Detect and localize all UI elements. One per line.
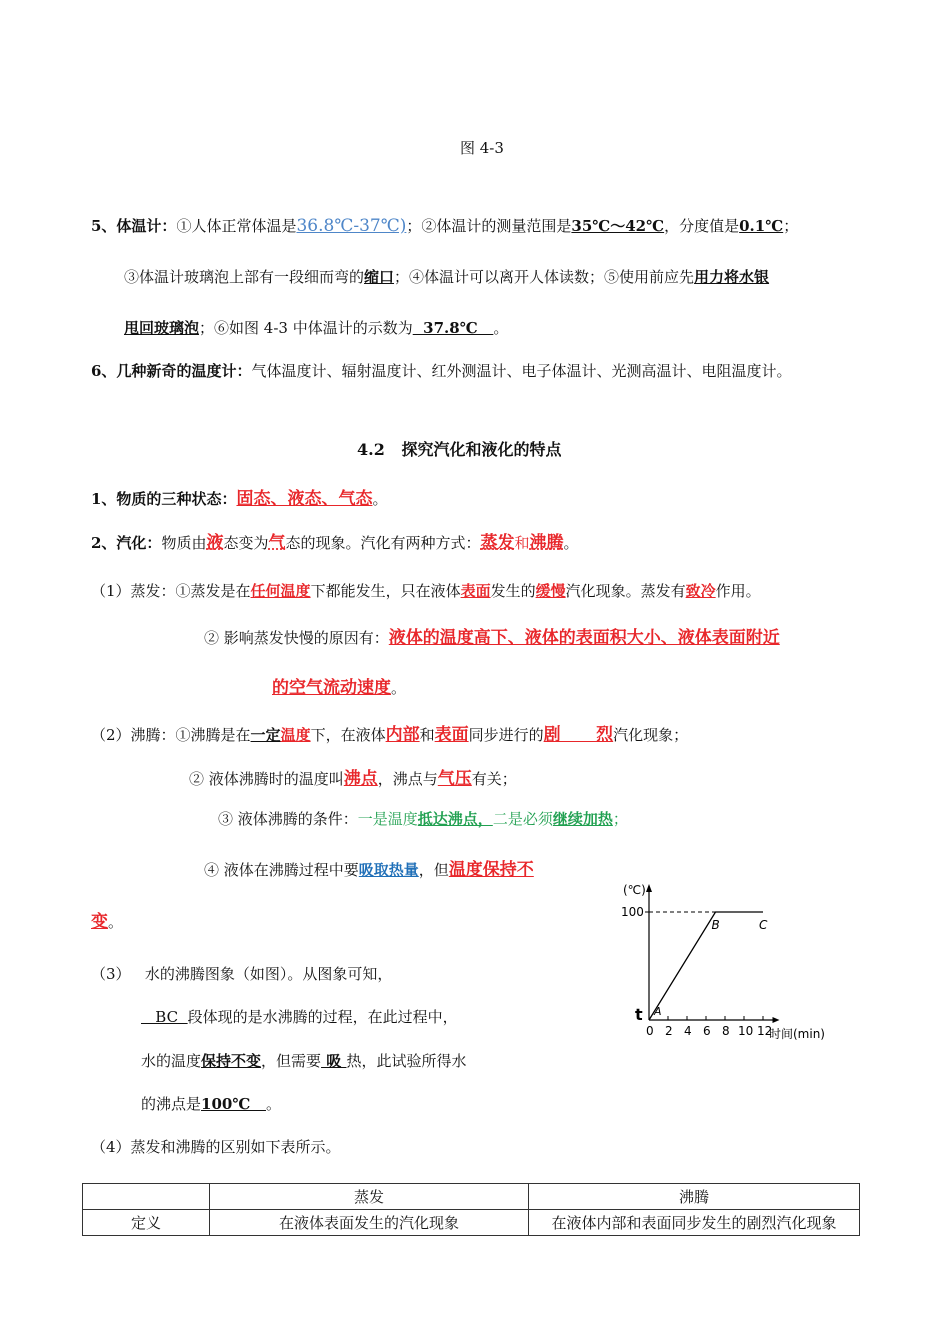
normal-temp-value: 36.8℃-37℃) [296,216,407,236]
evap-l1e: 发生的 [490,582,536,600]
x-tick-label: 12 [757,1024,773,1038]
point-label-c: C [759,918,768,932]
shake-answer-part1: 用力将水银 [694,268,770,286]
graph-q-l2b: 段体现的是水沸腾的过程，在此过程中， [187,1008,458,1026]
constriction-answer: 缩口 [364,268,395,286]
certain-answer: 一定 [250,726,281,744]
item6-title: 6、几种新奇的温度计： [91,362,252,380]
item6 [91,360,791,381]
graph-q-line3 [141,1050,467,1071]
slow-answer: 缓慢 [535,582,566,600]
absorb-answer: 吸 [321,1052,347,1070]
table-header-cell [83,1184,210,1210]
boil-l4a: ④ 液体在沸腾过程中要 [204,861,359,879]
graph-q-l3c: ，但需要 [261,1052,322,1070]
x-tick-label: 10 [738,1024,754,1038]
graph-q-l3a: 水的温度 [141,1052,202,1070]
vap-a: 物质由 [161,534,207,552]
point-label-a: A [654,1005,662,1018]
boiling-chart [615,880,855,1060]
shake-answer-part2: 甩回玻璃泡 [124,319,200,337]
origin-label: t [635,1005,643,1024]
boil-line2 [189,764,517,789]
boil-l5b: 。 [108,913,124,931]
boil-l1a: （2）沸腾：①沸腾是在 [91,726,251,744]
item5-line3-d: 。 [493,319,509,337]
temp-constant-answer-2: 变 [91,912,108,932]
graph-q-line1: （3） 水的沸腾图象（如图）。从图象可知， [91,965,393,983]
temp-constant-answer: 温度保持不 [448,860,534,880]
evap-l1i: 作用。 [715,582,761,600]
evaporation-answer: 蒸发 [480,533,515,553]
keep-heating-answer: 继续加热 [552,810,613,828]
point-label-b: B [711,918,720,932]
boil-l3f: ； [612,810,628,828]
graph-q-l4a: 的沸点是 [141,1095,202,1113]
violent-answer: 剧 烈 [543,725,614,745]
boil-l1f: 和 [419,726,435,744]
boil-l1h: 同步进行的 [468,726,544,744]
vaporization-title: 2、汽化： [91,534,162,552]
diff-intro: （4）蒸发和沸腾的区别如下表所示。 [91,1138,341,1156]
table-header-cell: 蒸发 [210,1184,529,1210]
states-end: 。 [372,490,388,508]
evap-line1 [91,580,761,601]
table-cell: 在液体内部和表面同步发生的剧烈汽化现象 [529,1210,860,1236]
table-header-row [83,1184,860,1210]
evap-l2a: ② 影响蒸发快慢的原因有： [204,629,389,647]
graph-q-line2 [141,1006,458,1027]
boil-l4c: ，但 [418,861,449,879]
evap-line3 [272,673,406,698]
boiling-answer: 沸腾 [529,533,564,553]
boil-l3a: ③ 液体沸腾的条件： [218,810,358,828]
x-tick-label: 0 [646,1024,654,1038]
temp-answer: 温度 [280,726,311,744]
evap-l3b: 。 [391,679,407,697]
x-axis-arrow [773,1017,780,1023]
inside-answer: 内部 [385,725,420,745]
graph-q-l4c: 。 [265,1095,281,1113]
table-row [83,1210,860,1236]
item5-title: 5、体温计： [91,217,177,235]
boil-line3 [218,808,628,829]
evap-factors-answer: 液体的温度高下、液体的表面积大小、液体表面附近 [388,628,780,648]
states-answer: 固态、液态、气态 [236,489,373,509]
y-axis-arrow [646,884,652,892]
states-line [91,484,387,509]
boil-l2c: ，沸点与 [377,770,438,788]
graph-q-line4 [141,1093,281,1114]
absorb-heat-answer: 吸取热量 [358,861,419,879]
range-value: 35℃～42℃ [571,217,665,235]
evap-l1g: 汽化现象。蒸发有 [565,582,686,600]
series-line [649,912,763,1020]
x-axis-label: 时间(min) [769,1027,825,1041]
liquid-answer: 液 [206,533,224,553]
x-tick-label: 6 [703,1024,711,1038]
table-header-cell: 沸腾 [529,1184,860,1210]
item5-line1 [91,215,798,236]
boil-l2e: 有关； [471,770,517,788]
boil-line1 [91,720,688,745]
table-cell: 在液体表面发生的汽化现象 [210,1210,529,1236]
y-axis-label: (℃) [623,883,646,897]
vap-e: 态的现象。汽化有两种方式： [285,534,481,552]
item5-line3-b: ；⑥如图 4-3 中体温计的示数为 [199,319,413,337]
boil-line5 [91,907,123,932]
division-value: 0.1℃ [739,217,784,235]
boil-l1j: 汽化现象； [613,726,689,744]
any-temp-answer: 任何温度 [250,582,311,600]
figure-caption: 图 4-3 [460,139,504,157]
x-tick-label: 4 [684,1024,692,1038]
item5-line2 [124,266,769,287]
boiling-point-answer: 沸点 [343,769,378,789]
x-tick-label: 8 [722,1024,730,1038]
item5-text3: ，分度值是 [664,217,740,235]
section-title: 4.2 探究汽化和液化的特点 [357,440,562,459]
boil-l2a: ② 液体沸腾时的温度叫 [189,770,344,788]
item5-text2: ；②体温计的测量范围是 [406,217,572,235]
boil-l3d: 二是必须 [492,810,553,828]
boil-l3b: 一是温度 [357,810,418,828]
evap-l1c: 下都能发生，只在液体 [310,582,461,600]
bc-answer: BC [141,1008,188,1026]
vap-c: 态变为 [223,534,269,552]
reach-bp-answer: 抵达沸点， [417,810,493,828]
keep-constant-answer: 保持不变 [201,1052,262,1070]
comparison-table [82,1183,860,1236]
item5-line3 [124,317,508,338]
states-title: 1、物质的三种状态： [91,490,237,508]
item5-text4: ； [783,217,799,235]
reading-answer: 37.8℃ [412,319,494,337]
surface2-answer: 表面 [434,725,469,745]
bp-value-answer: 100℃ [201,1095,266,1113]
vap-i: 。 [563,534,579,552]
vaporization-line [91,528,579,553]
evap-factors-answer-2: 的空气流动速度 [272,678,391,698]
item5-line2-a: ③体温计玻璃泡上部有一段细而弯的 [124,268,365,286]
table-cell: 定义 [83,1210,210,1236]
item5-text1: ①人体正常体温是 [176,217,297,235]
evap-line2 [204,623,780,648]
y-tick-label: 100 [621,905,644,919]
vap-g: 和 [514,534,530,552]
boil-l1d: 下，在液体 [310,726,386,744]
graph-q-l3e: 热，此试验所得水 [346,1052,467,1070]
boil-line4 [204,855,534,880]
pressure-answer: 气压 [437,769,472,789]
item5-line2-c: ；④体温计可以离开人体读数；⑤使用前应先 [394,268,695,286]
cooling-answer: 致冷 [685,582,716,600]
x-tick-label: 2 [665,1024,673,1038]
item6-text: 气体温度计、辐射温度计、红外测温计、电子体温计、光测高温计、电阻温度计。 [251,362,792,380]
gas-answer: 气 [268,533,286,553]
surface-answer: 表面 [460,582,491,600]
evap-l1a: （1）蒸发：①蒸发是在 [91,582,251,600]
